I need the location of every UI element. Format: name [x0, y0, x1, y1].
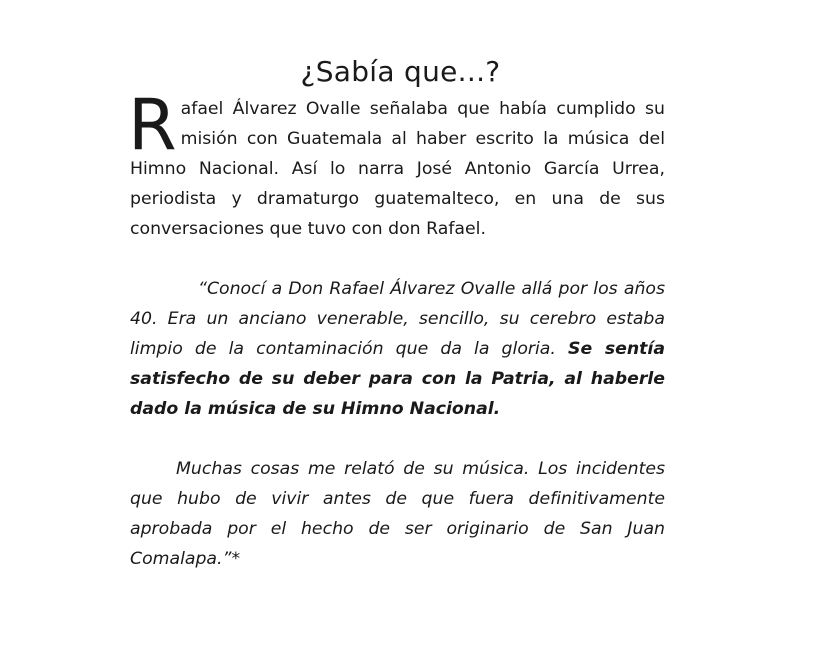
drop-cap: R — [128, 84, 177, 166]
quote-1-bold-text: Se sentía satisfecho de su deber para con la Patria, al haberle dado la música de su Himno Nacional. — [130, 339, 665, 419]
quote-2-text: Muchas cosas me relató de su música. Los incidentes que hubo de vivir antes de que fuera definitivamente aprobada por el hecho de ser originario de San Juan Comalapa.”* — [130, 459, 665, 569]
intro-text: afael Álvarez Ovalle señalaba que había cumplido su misión con Guatemala al haber escrito la música del Himno Nacional. Así lo narra José Antonio García Urrea, periodista y dramaturgo guatemalteco, en una de sus conversaciones que tuvo con don Rafael. — [130, 99, 665, 239]
document-page — [130, 52, 665, 574]
quote-1-text: “Conocí a Don Rafael Álvarez Ovalle allá por los años 40. Era un anciano venerable, sencillo, su cerebro estaba limpio de la contaminación que da la gloria. — [130, 279, 665, 359]
quote-paragraph-1 — [130, 274, 665, 424]
intro-paragraph — [128, 84, 665, 244]
page-title: ¿Sabía que...? — [300, 55, 501, 88]
quote-paragraph-2 — [130, 454, 665, 574]
